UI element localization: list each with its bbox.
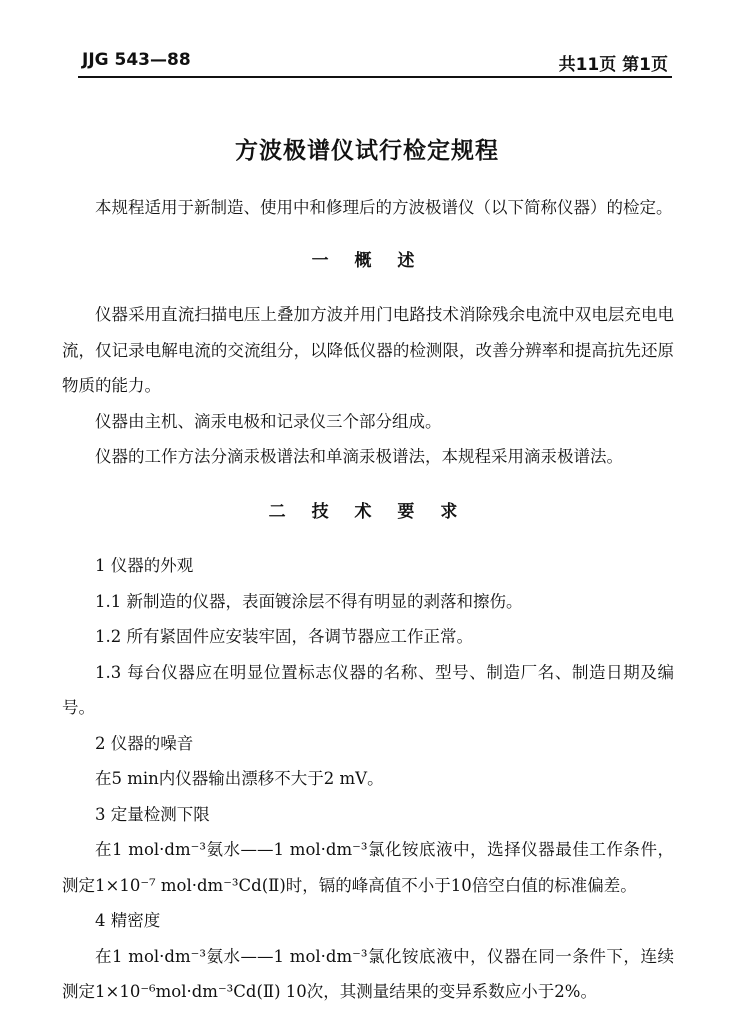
overview-paragraph: 仪器由主机、滴汞电极和记录仪三个部分组成。 — [95, 411, 442, 431]
requirement-item: 在5 min内仪器输出漂移不大于2 mV。 — [95, 769, 384, 788]
requirement-item: 1.1 新制造的仪器，表面镀涂层不得有明显的剥落和擦伤。 — [95, 591, 523, 611]
intro-paragraph: 本规程适用于新制造、使用中和修理后的方波极谱仪（以下简称仪器）的检定。 — [95, 198, 673, 217]
page-header — [82, 44, 668, 78]
page-number: 共11页 第1页 — [558, 55, 668, 75]
document-body — [62, 190, 674, 1010]
requirement-item: 3 定量检测下限 — [95, 804, 210, 824]
requirement-item: 在1 mol·dm⁻³氨水——1 mol·dm⁻³氯化铵底液中，仪器在同一条件下，连续测定1×10⁻⁶mol·dm⁻³Cd(Ⅱ) 10次，其测量结果的变异系数应小于2%。 — [62, 946, 674, 1001]
header-rule — [78, 76, 672, 78]
section-heading-requirements: 二 技 术 要 求 — [268, 501, 468, 522]
requirement-item: 1.3 每台仪器应在明显位置标志仪器的名称、型号、制造厂名、制造日期及编号。 — [62, 662, 674, 717]
requirement-item: 2 仪器的噪音 — [95, 733, 194, 753]
requirement-item: 1 仪器的外观 — [95, 556, 194, 575]
overview-paragraph: 仪器的工作方法分滴汞极谱法和单滴汞极谱法，本规程采用滴汞极谱法。 — [95, 447, 623, 466]
document-title: 方波极谱仪试行检定规程 — [235, 138, 499, 164]
requirement-item: 4 精密度 — [95, 911, 161, 930]
requirement-item: 1.2 所有紧固件应安装牢固，各调节器应工作正常。 — [95, 627, 473, 646]
standard-code: JJG 543—88 — [82, 50, 191, 70]
section-heading-overview: 一 概 述 — [311, 250, 425, 271]
requirement-item: 在1 mol·dm⁻³氨水——1 mol·dm⁻³氯化铵底液中，选择仪器最佳工作条件，测定1×10⁻⁷ mol·dm⁻³Cd(Ⅱ)时，镉的峰高值不小于10倍空白值的标准偏差。 — [62, 840, 674, 895]
overview-paragraph: 仪器采用直流扫描电压上叠加方波并用门电路技术消除残余电流中双电层充电电流，仅记录电解电流的交流组分，以降低仪器的检测限，改善分辨率和提高抗先还原物质的能力。 — [62, 305, 674, 395]
